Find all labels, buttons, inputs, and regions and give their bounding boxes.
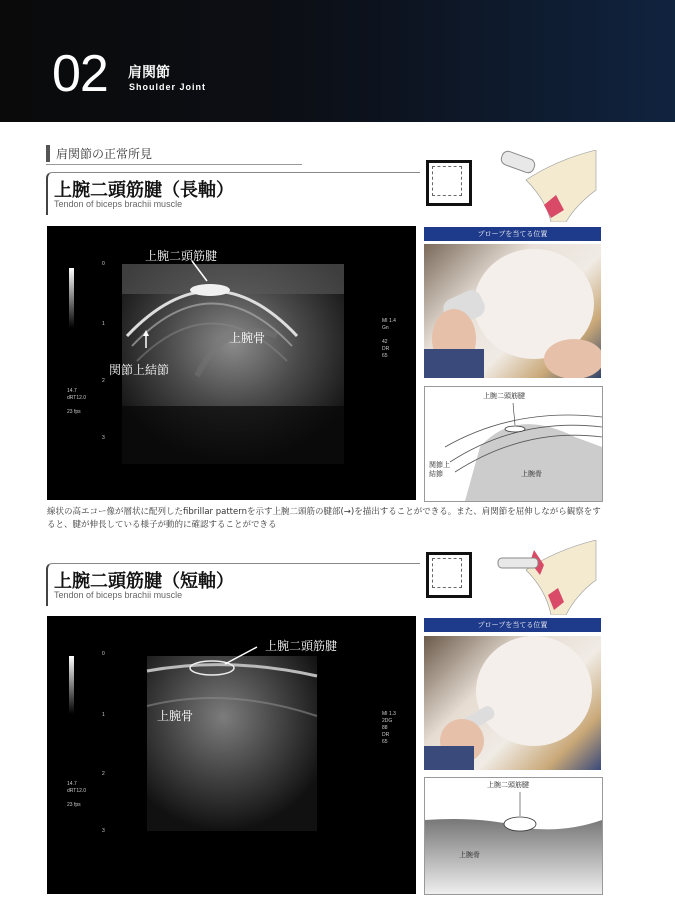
short-axis-subtitle: Tendon of biceps brachii muscle	[54, 590, 183, 600]
depth-mark-2-short: 2	[102, 771, 105, 777]
right-info: MI 1.4 Gn 42 DR 65	[382, 318, 396, 359]
section-label	[46, 144, 302, 165]
diagram-label-tendon-short: 上腕二頭筋腱	[487, 781, 529, 789]
probe-orientation-icon-short	[426, 552, 472, 598]
section-label-text: 肩関節の正常所見	[56, 147, 153, 161]
probe-position-bar-long: プローブを当てる位置	[424, 227, 601, 241]
chapter-title-en: Shoulder Joint	[129, 82, 206, 92]
left-info: 14.7 dRT12.0 23 fps	[67, 388, 87, 415]
page-header	[0, 0, 675, 122]
chapter-number: 02	[52, 45, 108, 103]
depth-mark-2: 2	[102, 378, 105, 384]
short-axis-heading	[46, 563, 418, 605]
probe-position-bar-short: プローブを当てる位置	[424, 618, 601, 632]
depth-mark-3: 3	[102, 435, 105, 441]
depth-mark-1: 1	[102, 321, 105, 327]
diagram-label-tendon: 上腕二頭筋腱	[483, 392, 525, 400]
label-humerus-short: 上腕骨	[157, 709, 194, 723]
right-info-short: MI 1.3 2DG 88 DR 65	[382, 711, 396, 745]
depth-mark-1-short: 1	[102, 712, 105, 718]
section-bar	[46, 145, 50, 162]
diagram-label-humerus: 上腕骨	[521, 470, 542, 478]
description-text: 線状の高エコー像が層状に配列したfibrillar patternを示す上腕二頭筋の腱部(→)を描出することができる。また、肩関節を屈伸しながら観察をすると、腱が伸長している様子が動的に確認することができる	[47, 507, 601, 530]
short-axis-title: 上腕二頭筋腱（短軸）	[54, 571, 234, 592]
grayscale-bar	[69, 268, 74, 328]
shoulder-sketch-short	[496, 540, 601, 615]
label-tendon: 上腕二頭筋腱	[145, 249, 218, 263]
probe-photo-short	[424, 636, 601, 770]
shoulder-sketch-long	[496, 150, 601, 222]
grayscale-bar-short	[69, 656, 74, 714]
long-axis-ultrasound-image	[47, 226, 416, 500]
probe-orientation-icon	[426, 160, 472, 206]
diagram-label-humerus-short: 上腕骨	[459, 851, 480, 859]
anatomy-diagram-short	[424, 777, 603, 895]
label-tendon-short: 上腕二頭筋腱	[265, 639, 338, 653]
long-axis-subtitle: Tendon of biceps brachii muscle	[54, 199, 183, 209]
depth-mark-3-short: 3	[102, 828, 105, 834]
left-info-short: 14.7 dRT12.0 23 fps	[67, 781, 87, 808]
diagram-label-tubercle: 関節上結節	[429, 461, 450, 478]
anatomy-diagram-long	[424, 386, 603, 502]
label-humerus: 上腕骨	[229, 331, 266, 345]
depth-mark-0-short: 0	[102, 651, 105, 657]
long-axis-title: 上腕二頭筋腱（長軸）	[54, 180, 234, 201]
chapter-title-jp: 肩関節	[128, 65, 170, 81]
depth-mark-0: 0	[102, 261, 105, 267]
probe-photo-long	[424, 244, 601, 378]
label-tubercle: 関節上結節	[109, 363, 170, 377]
long-axis-heading	[46, 172, 418, 214]
short-axis-ultrasound-image	[47, 616, 416, 894]
